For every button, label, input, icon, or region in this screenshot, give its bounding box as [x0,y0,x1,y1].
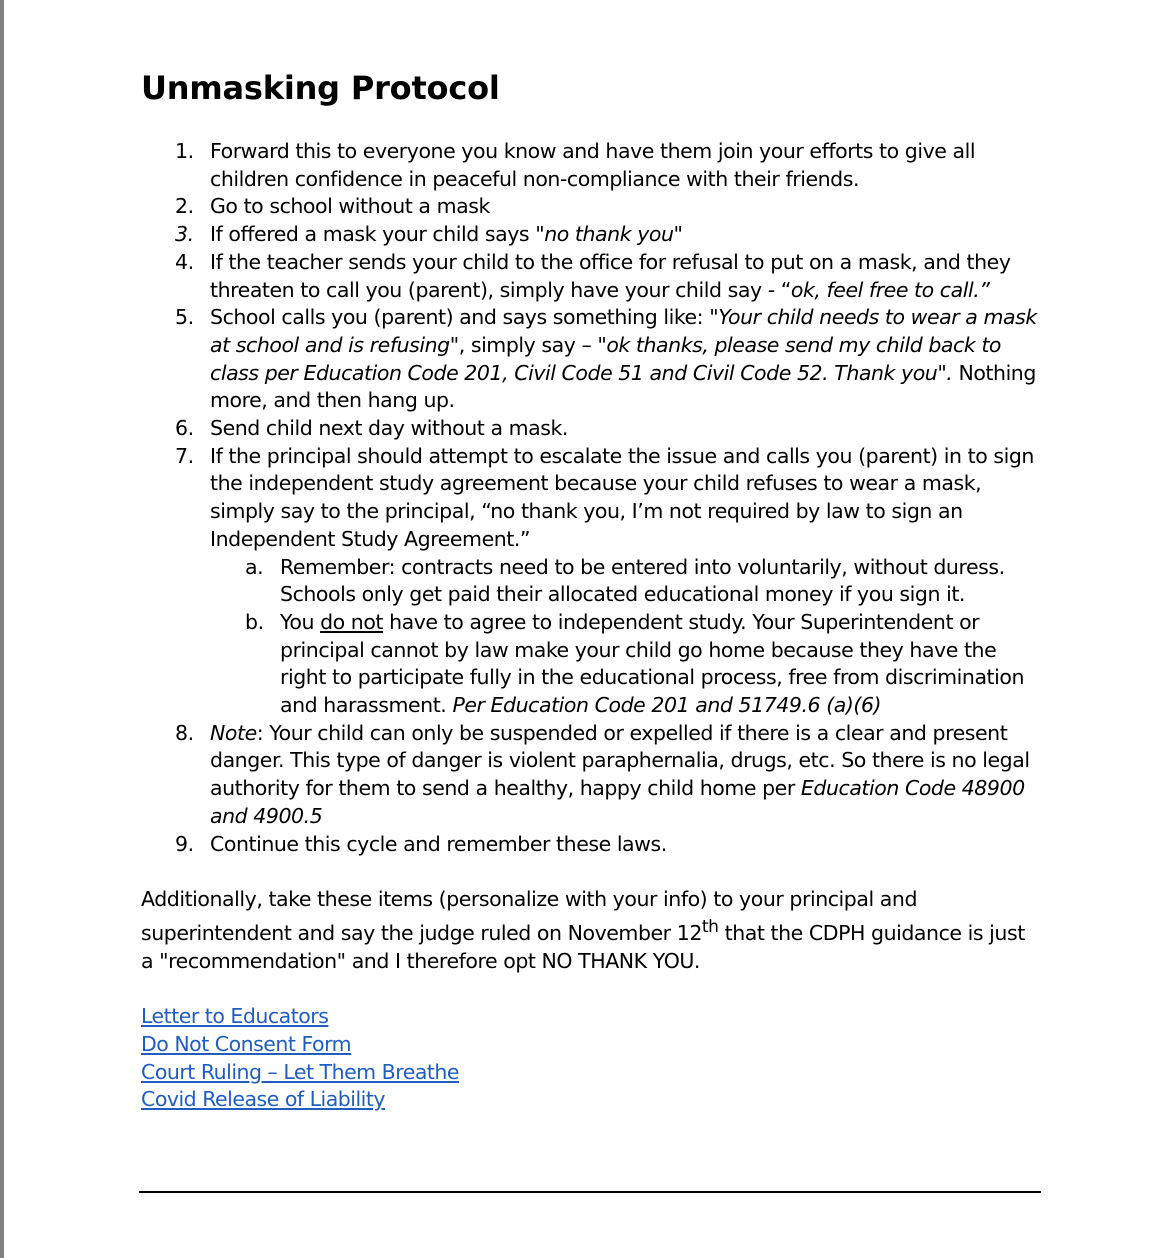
list-number: 5. [175,305,194,330]
ordinal-suffix: th [701,916,719,937]
court-ruling-link[interactable]: Court Ruling – Let Them Breathe [141,1059,460,1084]
additional-text-end: that the CDPH guidance is just a "recommendation" and I therefore opt NO THANK YOU. [141,920,1025,973]
list-item [141,193,1041,221]
list-item-body [210,139,975,191]
emphasis-text: "Your child needs to wear a mask at school and is refusing" [210,305,1037,357]
list-number: 2. [175,194,194,219]
emphasis-text: "ok thanks, please send my child back to class per Education Code 201, Civil Code 51 and Civil Code 52. Thank you". [210,332,1002,385]
sub-list [210,554,1041,720]
list-number: 7. [175,443,194,468]
sub-list-item [210,609,1041,720]
item-text: Send child next day without a mask. [210,416,568,441]
list-item [141,221,1041,249]
emphasis-text: Per Education Code 201 and 51749.6 (a)(6) [452,693,882,718]
list-item [141,720,1041,831]
letter-to-educators-link[interactable]: Letter to Educators [141,1004,329,1029]
list-number: 4. [175,249,194,274]
additional-paragraph [141,886,1041,975]
list-number: 3. [175,222,194,247]
list-item-body [210,305,1037,412]
sub-list-item [210,554,1041,609]
emphasis-text: ok, feel free to call.” [790,277,990,302]
emphasis-text: "no thank you" [535,222,683,247]
list-item-body [210,832,667,856]
list-number: 9. [175,831,194,856]
document-page [141,68,1041,1114]
list-item-body [210,250,1011,302]
item-text: School calls you (parent) and says something like: [210,305,710,330]
item-text: Continue this cycle and remember these laws. [210,831,667,856]
list-item [141,415,1041,443]
covid-release-link[interactable]: Covid Release of Liability [141,1087,386,1112]
bottom-divider [139,1191,1041,1193]
additional-text-start: Additionally, take these items (personalize with your info) to your principal and superintendent and say the judge ruled on November 12 [141,887,918,945]
list-number: 6. [175,416,194,441]
list-item-body [210,444,1034,551]
item-text: Nothing more, and then hang up. [210,360,1036,413]
item-text: If offered a mask your child says [210,222,536,247]
item-text: If the principal should attempt to escalate the issue and calls you (parent) in to sign the independent study agreement because your child refuses to wear a mask, simply say to the principal, “no thank you, I’m not required by law to sign an Independent Study Agreement.” [210,443,1034,551]
emphasis-text: Note [210,720,257,745]
underlined-text: do not [320,609,384,634]
page-title: Unmasking Protocol [141,69,500,107]
emphasis-text: Education Code 48900 and 4900.5 [210,776,1025,828]
protocol-list [141,138,1041,858]
item-text: have to agree to independent study. Your Superintendent or principal cannot by law make your child go home because they have the right to participate fully in the educational process, free from discrimination and harassment. [280,609,1025,718]
list-number: 1. [175,139,194,163]
list-item-body [210,194,490,218]
do-not-consent-form-link[interactable]: Do Not Consent Form [141,1031,352,1056]
list-number: 8. [175,720,194,745]
list-item-body [210,416,568,440]
item-text: Forward this to everyone you know and have them join your efforts to give all children confidence in peaceful non-compliance with their friends. [210,139,976,191]
list-item [141,831,1041,859]
sub-list-item-body [280,555,1005,607]
item-text: , simply say – [458,332,598,357]
sub-list-letter: a. [245,554,264,579]
item-text: Go to school without a mask [210,194,490,219]
item-text: : Your child can only be suspended or expelled if there is a clear and present danger. This type of danger is violent paraphernalia, drugs, etc. So there is no legal authority for them to send a healthy, happy child home per [210,720,1030,801]
list-item [141,443,1041,720]
list-item [141,304,1041,415]
sub-list-item-body [280,610,1024,717]
item-text: Remember: contracts need to be entered into voluntarily, without duress. Schools only get paid their allocated educational money if you sign it. [280,554,1005,607]
item-text: If the teacher sends your child to the office for refusal to put on a mask, and they threaten to call you (parent), simply have your child say - “ [210,249,1011,302]
resource-links [141,1003,1041,1114]
list-item [141,249,1041,304]
page-edge-bar [0,0,4,1258]
list-item-body [210,721,1030,828]
item-text: You [280,609,321,634]
list-item-body [210,222,682,246]
list-item [141,138,1041,193]
sub-list-letter: b. [245,609,264,634]
